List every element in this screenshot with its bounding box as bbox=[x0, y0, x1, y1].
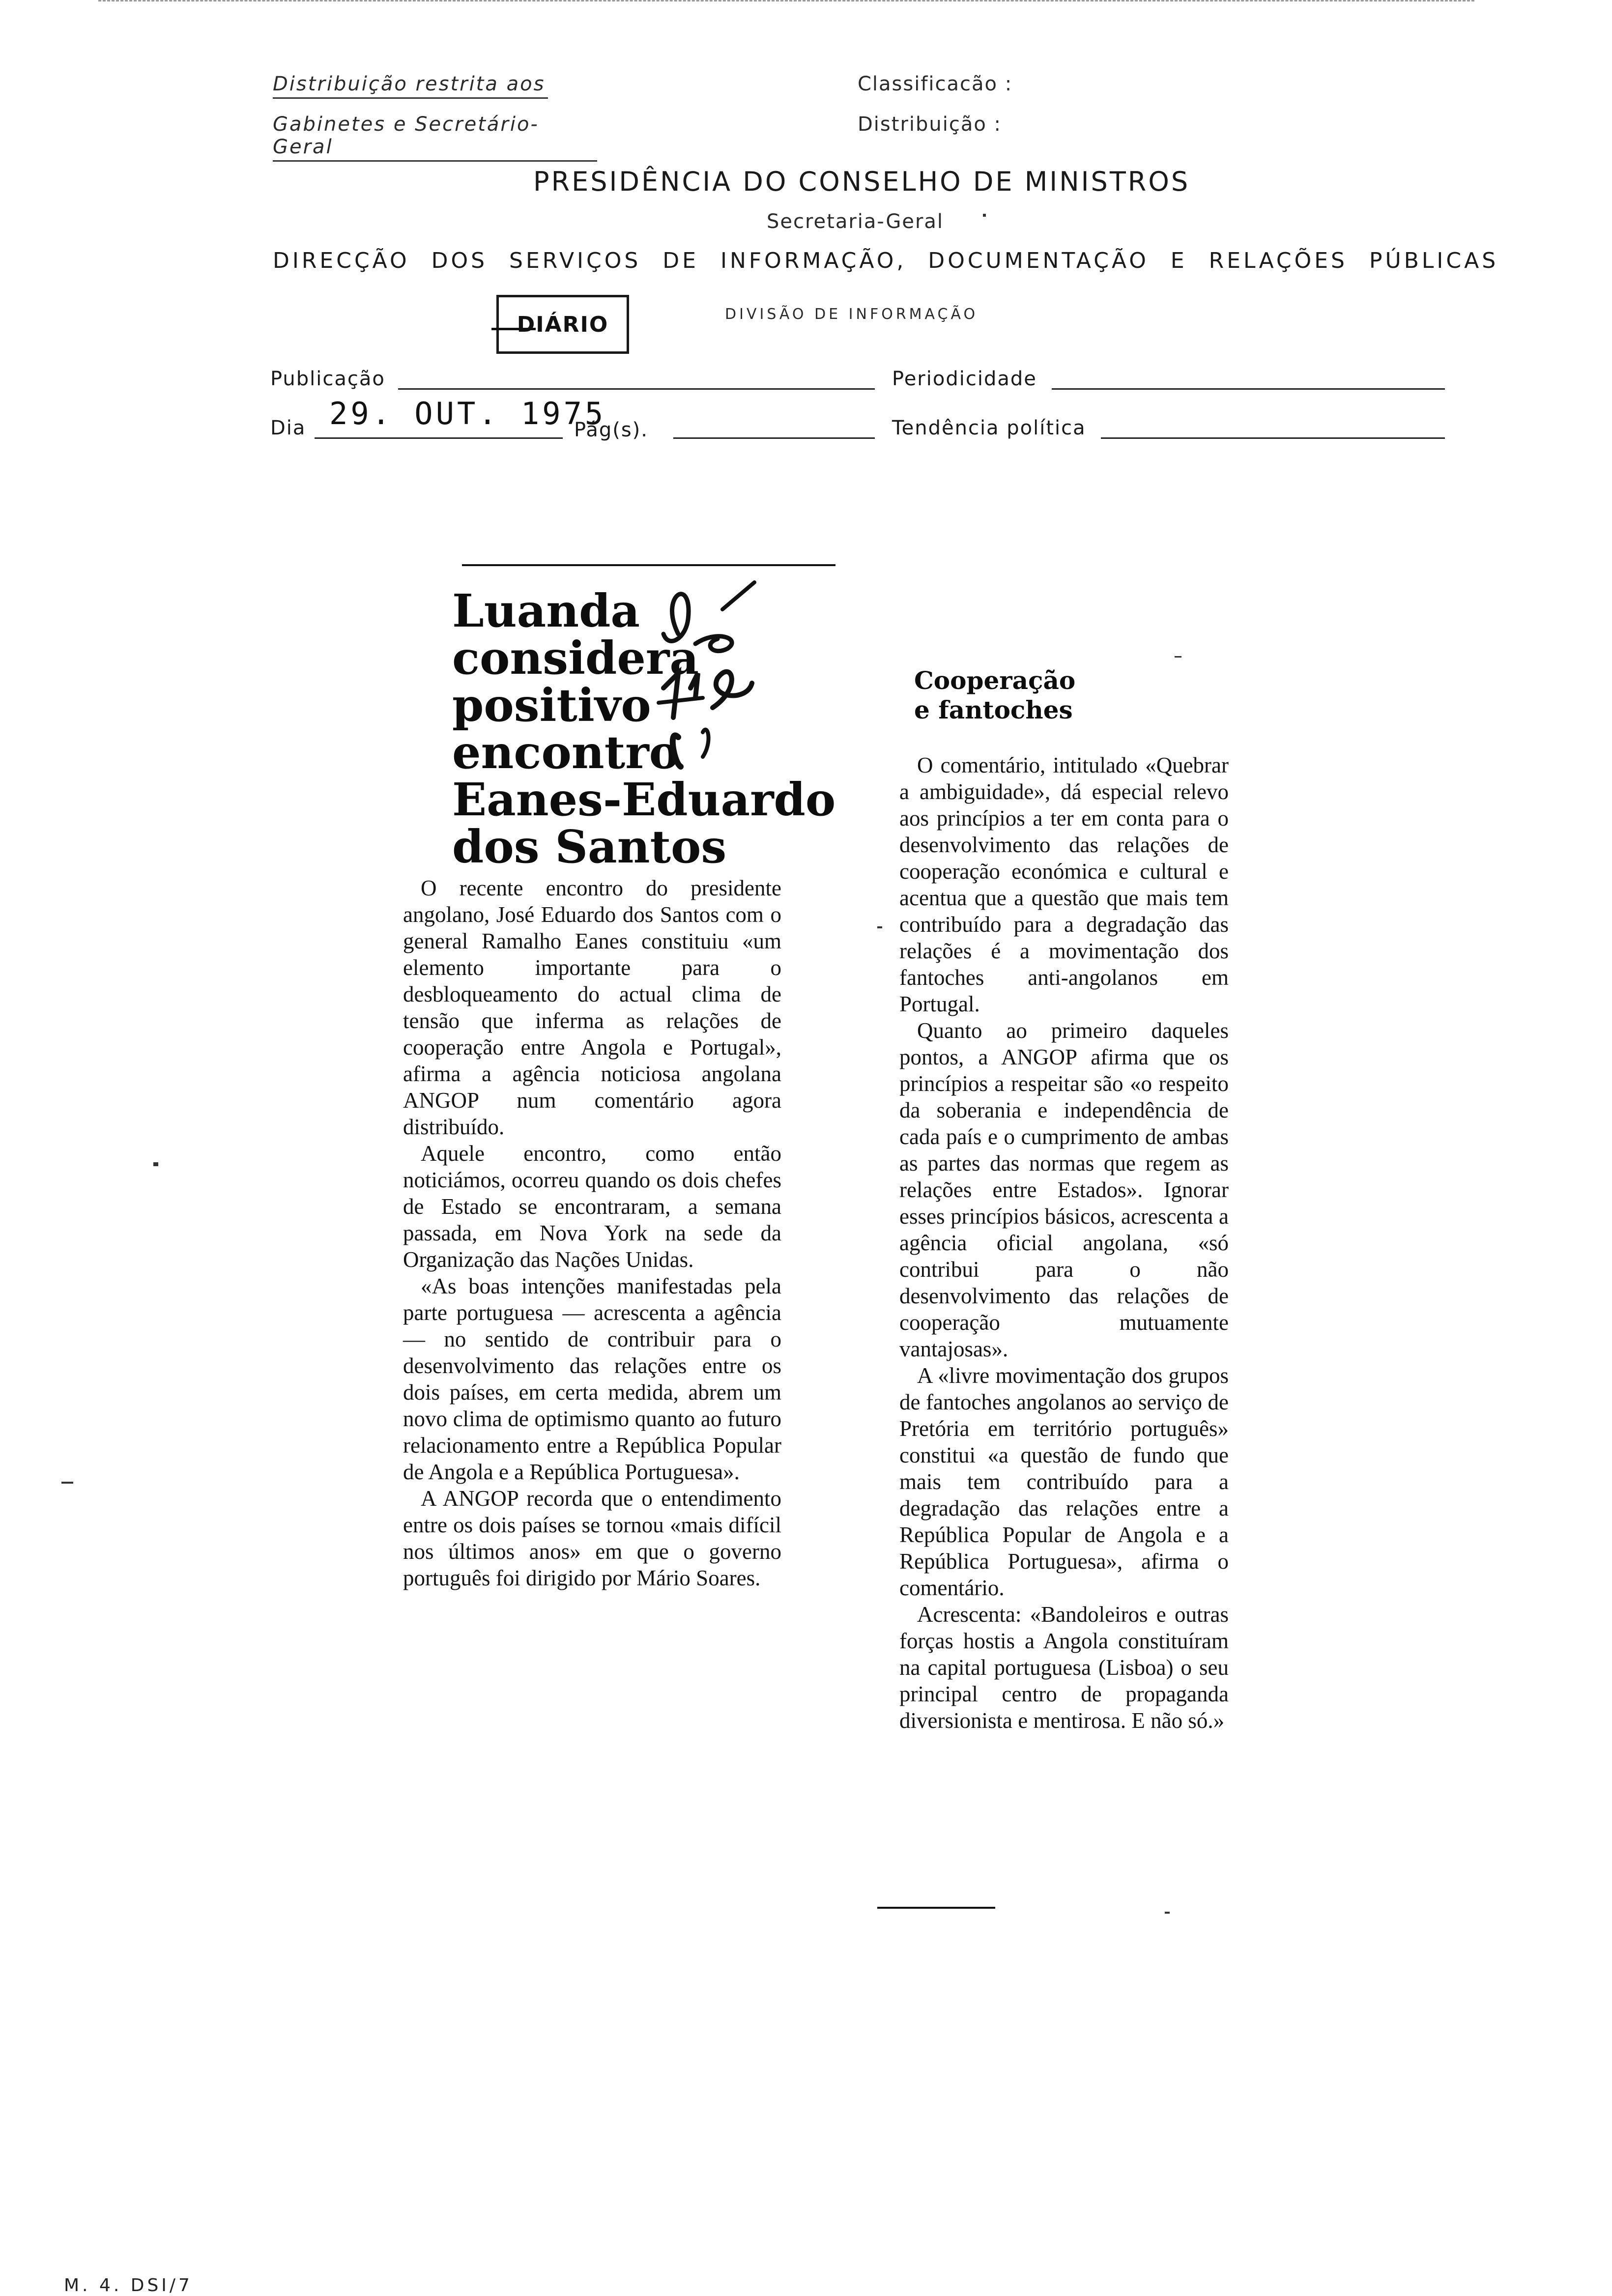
tendencia-line bbox=[1101, 437, 1445, 439]
publicacao-label: Publicação bbox=[270, 368, 385, 390]
headline-line: positivo bbox=[452, 679, 651, 732]
scan-speck bbox=[153, 1162, 158, 1166]
subhead-line: e fantoches bbox=[914, 695, 1073, 724]
headline-line: Eanes-Eduardo bbox=[452, 773, 836, 826]
scan-speck bbox=[61, 1482, 73, 1484]
scan-edge-line bbox=[98, 0, 1474, 1]
stamp-text: DIÁRIO bbox=[517, 312, 609, 337]
stamp-strike-mark bbox=[491, 328, 536, 330]
headline-line: Luanda bbox=[452, 584, 640, 637]
form-code: M. 4. DSI/7 bbox=[64, 2275, 193, 2296]
article-right-column bbox=[899, 752, 1229, 1734]
distribution-note-line2: Gabinetes e Secretário-Geral bbox=[273, 113, 597, 162]
distribution-label: Distribuição : bbox=[858, 113, 1002, 136]
handwritten-annotation bbox=[649, 575, 796, 786]
date-value: 29. OUT. 1975 bbox=[329, 396, 606, 431]
office-subtitle: Secretaria-Geral bbox=[767, 210, 944, 233]
headline-line: encontro bbox=[452, 726, 680, 779]
pags-label: Pág(s). bbox=[574, 419, 648, 441]
headline-line: considera bbox=[452, 631, 699, 685]
office-title: PRESIDÊNCIA DO CONSELHO DE MINISTROS bbox=[533, 166, 1190, 197]
subhead-line: Cooperação bbox=[914, 666, 1076, 695]
article-top-rule bbox=[462, 564, 835, 566]
scan-speck bbox=[1165, 1912, 1170, 1914]
distribution-note-line1: Distribuição restrita aos bbox=[273, 73, 548, 99]
scan-speck bbox=[877, 926, 882, 928]
periodicidade-line bbox=[1052, 388, 1445, 390]
scan-speck bbox=[983, 214, 986, 217]
scan-speck bbox=[1175, 656, 1181, 658]
article-paragraph: «As boas intenções manifestadas pela parte portuguesa — acrescenta a agência — no sentido de contribuir para o desenvolvimento das relações entre os dois países, em certa medida, abrem um novo clima de optimismo quanto ao futuro relacionamento entre a República Popular de Angola e a República Portuguesa». bbox=[403, 1274, 781, 1484]
tendencia-label: Tendência política bbox=[892, 417, 1086, 439]
article-left-column bbox=[403, 875, 781, 1591]
article-paragraph: A «livre movimentação dos grupos de fantoches angolanos ao serviço de Pretória em território português» constitui «a questão de fundo que mais tem contribuído para a degradação das relações entre a República Popular de Angola e a República Portuguesa», afirma o comentário. bbox=[899, 1363, 1229, 1600]
article-end-rule bbox=[877, 1907, 995, 1909]
article-paragraph: Aquele encontro, como então noticiámos, ocorreu quando os dois chefes de Estado se encontraram, a semana passada, em Nova York na sede da Organização das Nações Unidas. bbox=[403, 1141, 781, 1272]
publicacao-line bbox=[398, 388, 875, 390]
article-paragraph: O recente encontro do presidente angolano, José Eduardo dos Santos com o general Ramalho Eanes constituiu «um elemento importante para o desbloqueamento do actual clima de tensão que inferma as relações de cooperação entre Angola e Portugal», afirma a agência noticiosa angolana ANGOP num comentário agora distribuído. bbox=[403, 876, 781, 1139]
division-title: DIVISÃO DE INFORMAÇÃO bbox=[725, 306, 979, 323]
pags-line bbox=[673, 437, 875, 439]
article-paragraph: Acrescenta: «Bandoleiros e outras forças hostis a Angola constituíram na capital portuguesa (Lisboa) o seu principal centro de propaganda diversionista e mentirosa. E não só.» bbox=[899, 1602, 1229, 1733]
section-subhead bbox=[914, 666, 1075, 725]
dia-label: Dia bbox=[270, 417, 306, 439]
department-title: DIRECÇÃO DOS SERVIÇOS DE INFORMAÇÃO, DOCUMENTAÇÃO E RELAÇÕES PÚBLICAS bbox=[273, 248, 1499, 273]
classification-label: Classificacão : bbox=[858, 73, 1013, 95]
periodicidade-label: Periodicidade bbox=[892, 368, 1037, 390]
diario-stamp bbox=[496, 295, 629, 354]
headline-line: dos Santos bbox=[452, 820, 727, 873]
article-paragraph: A ANGOP recorda que o entendimento entre os dois países se tornou «mais difícil nos últimos anos» em que o governo português foi dirigido por Mário Soares. bbox=[403, 1486, 781, 1590]
dia-line bbox=[315, 437, 563, 439]
article-paragraph: O comentário, intitulado «Quebrar a ambiguidade», dá especial relevo aos princípios a ter em conta para o desenvolvimento das relações de cooperação económica e cultural e acentua que a questão que mais tem contribuído para a degradação das relações é a movimentação dos fantoches anti-angolanos em Portugal. bbox=[899, 753, 1229, 1016]
article-paragraph: Quanto ao primeiro daqueles pontos, a ANGOP afirma que os princípios a respeitar são «o respeito da soberania e independência de cada país e o cumprimento de ambas as partes das normas que regem as relações entre Estados». Ignorar esses princípios básicos, acrescenta a agência oficial angolana, «só contribui para o não desenvolvimento das relações de cooperação mutuamente vantajosas». bbox=[899, 1018, 1229, 1361]
